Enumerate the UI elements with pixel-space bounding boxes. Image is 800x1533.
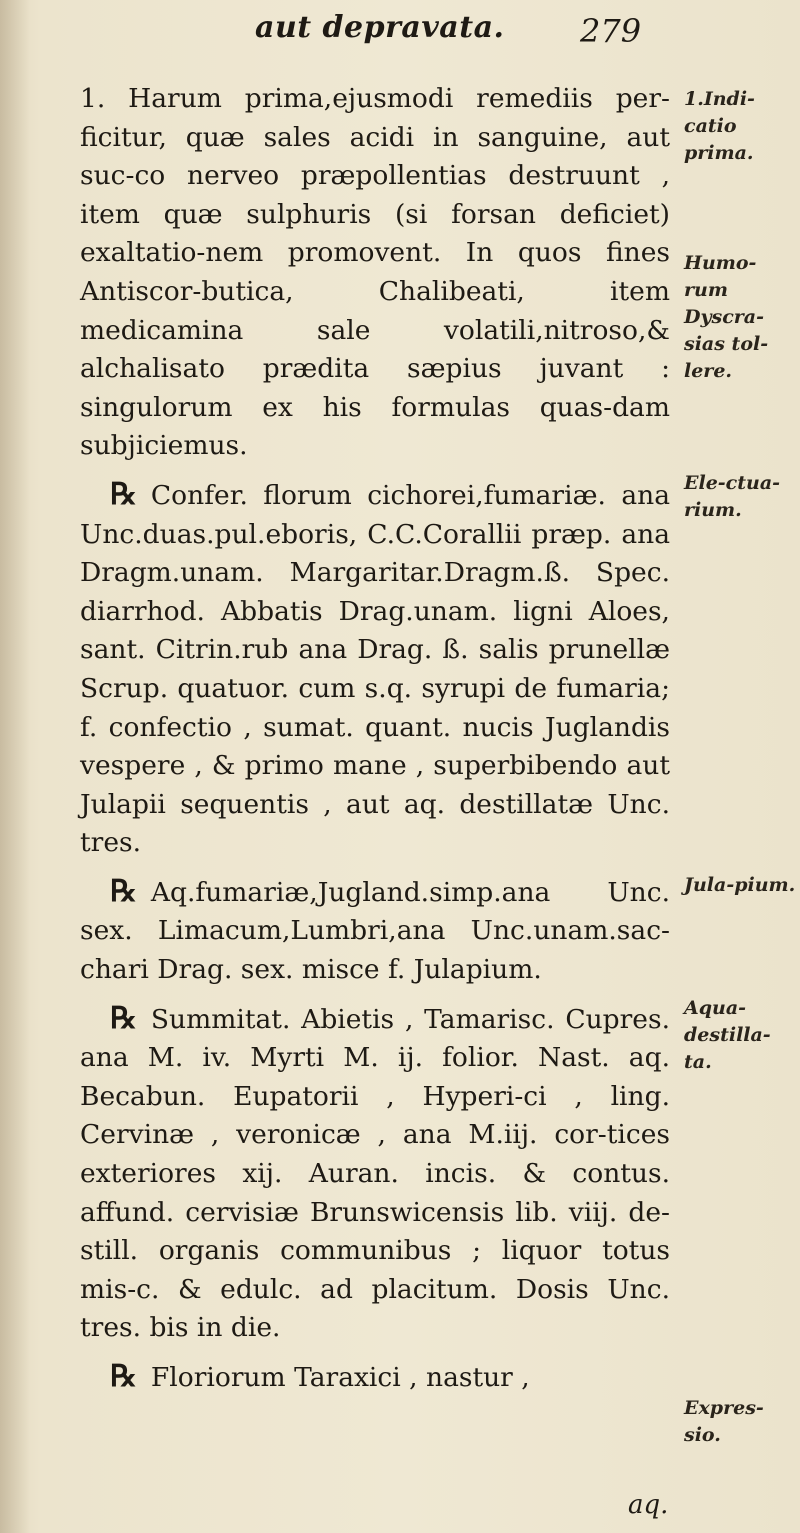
recipe-text: Floriorum Taraxici , nastur ,	[150, 1362, 530, 1393]
paragraph-text: 1. Harum prima,ejusmodi remediis per-ficitur, quæ sales acidi in sanguine, aut suc-co nerveo præpollentias destruunt , item quæ sulphuris (si forsan deficiet) exaltatio-nem promovent. In quos fines Antiscor-butica, Chalibeati, item medicamina sale volatili,nitroso,& alchalisato prædita sæpius juvant : singulorum ex his formulas quas-dam subjiciemus.	[80, 83, 670, 462]
marginal-note: Expres-sio.	[684, 1397, 764, 1446]
paragraph-indication	[80, 80, 670, 466]
recipe-expressio	[80, 1358, 670, 1398]
recipe-text: Summitat. Abietis , Tamarisc. Cupres. ana M. iv. Myrti M. ij. folior. Nast. aq. Becabun. Eupatorii , Hyperi-ci , ling. Cervinæ , veronicæ , ana M.iij. cor-tices exteriores xij. Auran. incis. & contus. affund. cervisiæ Brunswicensis lib. viij. de-still. organis communibus ; liquor totus mis-c. & edulc. ad placitum. Dosis Unc. tres. bis in die.	[80, 1003, 670, 1344]
marginal-note: Jula-pium.	[684, 874, 796, 896]
marginal-note: 1.Indi-catio prima.	[684, 88, 755, 164]
main-text	[80, 80, 670, 1408]
recipe-aqua	[80, 1000, 670, 1348]
margin-notes	[684, 0, 800, 1533]
running-head	[0, 10, 800, 60]
running-title: aut depravata.	[255, 10, 505, 45]
recipe-julapium	[80, 873, 670, 990]
marginal-note: Aqua-destilla-ta.	[684, 997, 771, 1073]
recipe-text: Confer. florum cichorei,fumariæ. ana Unc.duas.pul.eboris, C.C.Corallii præp. ana Dragm.unam. Margaritar.Dragm.ß. Spec. diarrhod. Abbatis Drag.unam. ligni Aloes, sant. Citrin.rub ana Drag. ß. salis prunellæ Scrup. quatuor. cum s.q. syrupi de fumaria; f. confectio , sumat. quant. nucis Juglandis vespere , & primo mane , superbibendo aut Julapii sequentis , aut aq. destillatæ Unc. tres.	[80, 479, 670, 859]
marginal-note: Ele-ctua-rium.	[684, 472, 781, 521]
recipe-symbol: ℞	[110, 1359, 137, 1394]
recipe-symbol: ℞	[110, 476, 137, 512]
catchword: aq.	[628, 1490, 669, 1520]
marginal-note: Humo-rum Dyscra-sias tol-lere.	[684, 252, 769, 382]
recipe-text: Aq.fumariæ,Jugland.simp.ana Unc. sex. Limacum,Lumbri,ana Unc.unam.sac-chari Drag. sex. misce f. Julapium.	[80, 876, 670, 986]
page-number: 279	[580, 12, 642, 50]
recipe-symbol: ℞	[110, 873, 137, 909]
recipe-symbol: ℞	[110, 1000, 137, 1036]
gutter-shadow	[0, 0, 30, 1533]
recipe-electuarium	[80, 476, 670, 863]
